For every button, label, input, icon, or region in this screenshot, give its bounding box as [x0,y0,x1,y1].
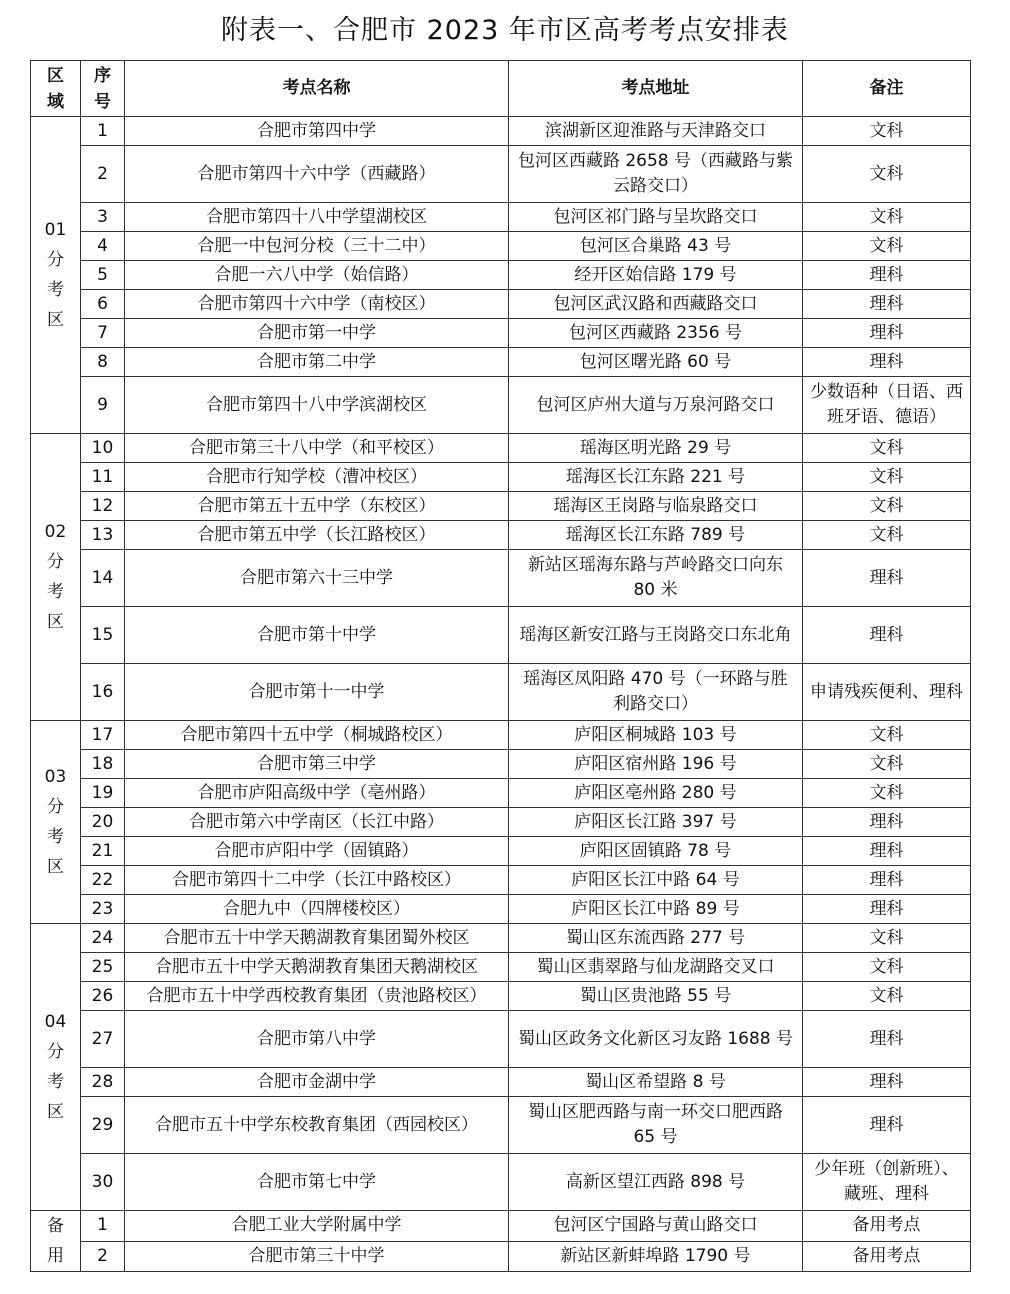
name-cell: 合肥市五十中学天鹅湖教育集团天鹅湖校区 [125,953,509,982]
name-cell: 合肥市庐阳高级中学（亳州路） [125,779,509,808]
address-cell: 庐阳区长江路 397 号 [509,808,803,837]
note-cell: 文科 [803,434,971,463]
note-cell: 理科 [803,290,971,319]
name-cell: 合肥市庐阳中学（固镇路） [125,837,509,866]
name-cell: 合肥市第一中学 [125,319,509,348]
address-cell: 滨湖新区迎淮路与天津路交口 [509,117,803,146]
table-row [31,146,971,203]
address-cell: 庐阳区长江中路 89 号 [509,895,803,924]
seq-cell: 11 [81,463,125,492]
address-cell: 高新区望江西路 898 号 [509,1154,803,1211]
address-cell: 蜀山区翡翠路与仙龙湖路交叉口 [509,953,803,982]
header-note: 备注 [803,61,971,117]
address-cell: 瑶海区长江东路 221 号 [509,463,803,492]
table-row [31,1011,971,1068]
address-cell: 瑶海区新安江路与王岗路交口东北角 [509,607,803,664]
name-cell: 合肥市第三十八中学（和平校区） [125,434,509,463]
note-cell: 文科 [803,146,971,203]
note-cell: 理科 [803,837,971,866]
address-cell: 包河区庐州大道与万泉河路交口 [509,377,803,434]
address-cell: 包河区西藏路 2658 号（西藏路与紫云路交口） [509,146,803,203]
name-cell: 合肥一中包河分校（三十二中） [125,232,509,261]
table-row [31,232,971,261]
seq-cell: 1 [81,117,125,146]
seq-cell: 21 [81,837,125,866]
seq-cell: 15 [81,607,125,664]
name-cell: 合肥市第四十二中学（长江中路校区） [125,866,509,895]
note-cell: 理科 [803,607,971,664]
address-cell: 包河区西藏路 2356 号 [509,319,803,348]
address-cell: 新站区新蚌埠路 1790 号 [509,1241,803,1272]
name-cell: 合肥工业大学附属中学 [125,1211,509,1242]
seq-cell: 14 [81,550,125,607]
table-row [31,1241,971,1272]
name-cell: 合肥市第六中学南区（长江中路） [125,808,509,837]
seq-cell: 17 [81,721,125,750]
note-cell: 理科 [803,808,971,837]
name-cell: 合肥市第十一中学 [125,664,509,721]
note-cell: 少数语种（日语、西班牙语、德语） [803,377,971,434]
name-cell: 合肥市第五十五中学（东校区） [125,492,509,521]
name-cell: 合肥市第三中学 [125,750,509,779]
address-cell: 新站区瑶海东路与芦岭路交口向东 80 米 [509,550,803,607]
seq-cell: 23 [81,895,125,924]
page-title: 附表一、合肥市 2023 年市区高考考点安排表 [221,15,789,46]
name-cell: 合肥市第二中学 [125,348,509,377]
note-cell: 文科 [803,721,971,750]
seq-cell: 9 [81,377,125,434]
address-cell: 庐阳区长江中路 64 号 [509,866,803,895]
name-cell: 合肥市第五中学（长江路校区） [125,521,509,550]
table-row [31,1211,971,1242]
name-cell: 合肥市第四十五中学（桐城路校区） [125,721,509,750]
seq-cell: 27 [81,1011,125,1068]
seq-cell: 22 [81,866,125,895]
header-address: 考点地址 [509,61,803,117]
note-cell: 少年班（创新班）、藏班、理科 [803,1154,971,1211]
table-row [31,721,971,750]
name-cell: 合肥市第四十六中学（西藏路） [125,146,509,203]
zone-cell: 03分考区 [31,721,81,924]
exam-site-table [30,60,971,1272]
seq-cell: 18 [81,750,125,779]
address-cell: 蜀山区贵池路 55 号 [509,982,803,1011]
table-row [31,866,971,895]
table-row [31,982,971,1011]
note-cell: 理科 [803,348,971,377]
note-cell: 理科 [803,550,971,607]
address-cell: 庐阳区宿州路 196 号 [509,750,803,779]
seq-cell: 26 [81,982,125,1011]
zone-cell: 02分考区 [31,434,81,721]
address-cell: 蜀山区政务文化新区习友路 1688 号 [509,1011,803,1068]
table-row [31,779,971,808]
seq-cell: 30 [81,1154,125,1211]
address-cell: 包河区合巢路 43 号 [509,232,803,261]
name-cell: 合肥九中（四牌楼校区） [125,895,509,924]
header-name: 考点名称 [125,61,509,117]
table-row [31,924,971,953]
table-row [31,434,971,463]
note-cell: 文科 [803,117,971,146]
address-cell: 蜀山区肥西路与南一环交口肥西路 65 号 [509,1097,803,1154]
seq-cell: 6 [81,290,125,319]
table-row [31,1097,971,1154]
table-row [31,664,971,721]
table-row [31,1154,971,1211]
table-row [31,550,971,607]
note-cell: 文科 [803,924,971,953]
name-cell: 合肥市第三十中学 [125,1241,509,1272]
address-cell: 包河区祁门路与呈坎路交口 [509,203,803,232]
seq-cell: 28 [81,1068,125,1097]
note-cell: 文科 [803,779,971,808]
table-row [31,750,971,779]
note-cell: 理科 [803,261,971,290]
seq-cell: 8 [81,348,125,377]
note-cell: 备用考点 [803,1211,971,1242]
table-row [31,117,971,146]
name-cell: 合肥市第十中学 [125,607,509,664]
seq-cell: 1 [81,1211,125,1242]
note-cell: 文科 [803,232,971,261]
zone-cell: 01分考区 [31,117,81,434]
name-cell: 合肥市第四十六中学（南校区） [125,290,509,319]
seq-cell: 2 [81,146,125,203]
note-cell: 文科 [803,463,971,492]
address-cell: 经开区始信路 179 号 [509,261,803,290]
note-cell: 理科 [803,1068,971,1097]
seq-cell: 20 [81,808,125,837]
note-cell: 文科 [803,982,971,1011]
note-cell: 理科 [803,866,971,895]
seq-cell: 29 [81,1097,125,1154]
address-cell: 庐阳区桐城路 103 号 [509,721,803,750]
address-cell: 包河区宁国路与黄山路交口 [509,1211,803,1242]
zone-cell: 备用 [31,1211,81,1272]
address-cell: 包河区武汉路和西藏路交口 [509,290,803,319]
note-cell: 理科 [803,319,971,348]
address-cell: 瑶海区长江东路 789 号 [509,521,803,550]
address-cell: 庐阳区亳州路 280 号 [509,779,803,808]
name-cell: 合肥市第四中学 [125,117,509,146]
table-row [31,492,971,521]
note-cell: 文科 [803,521,971,550]
table-row [31,953,971,982]
table-row [31,808,971,837]
address-cell: 蜀山区东流西路 277 号 [509,924,803,953]
name-cell: 合肥市第四十八中学望湖校区 [125,203,509,232]
table-row [31,348,971,377]
name-cell: 合肥一六八中学（始信路） [125,261,509,290]
note-cell: 文科 [803,750,971,779]
table-header-row [31,61,971,117]
seq-cell: 7 [81,319,125,348]
address-cell: 包河区曙光路 60 号 [509,348,803,377]
seq-cell: 25 [81,953,125,982]
name-cell: 合肥市行知学校（漕冲校区） [125,463,509,492]
name-cell: 合肥市第八中学 [125,1011,509,1068]
table-row [31,607,971,664]
seq-cell: 16 [81,664,125,721]
table-body [31,117,971,1272]
table-row [31,290,971,319]
name-cell: 合肥市金湖中学 [125,1068,509,1097]
name-cell: 合肥市五十中学天鹅湖教育集团蜀外校区 [125,924,509,953]
table-row [31,837,971,866]
seq-cell: 5 [81,261,125,290]
seq-cell: 2 [81,1241,125,1272]
table-row [31,521,971,550]
header-seq: 序号 [81,61,125,117]
table-row [31,1068,971,1097]
note-cell: 理科 [803,895,971,924]
name-cell: 合肥市第七中学 [125,1154,509,1211]
note-cell: 文科 [803,953,971,982]
note-cell: 备用考点 [803,1241,971,1272]
address-cell: 庐阳区固镇路 78 号 [509,837,803,866]
seq-cell: 13 [81,521,125,550]
address-cell: 瑶海区王岗路与临泉路交口 [509,492,803,521]
seq-cell: 10 [81,434,125,463]
note-cell: 理科 [803,1097,971,1154]
address-cell: 蜀山区希望路 8 号 [509,1068,803,1097]
address-cell: 瑶海区凤阳路 470 号（一环路与胜利路交口） [509,664,803,721]
table-row [31,377,971,434]
note-cell: 文科 [803,203,971,232]
seq-cell: 12 [81,492,125,521]
seq-cell: 19 [81,779,125,808]
name-cell: 合肥市第四十八中学滨湖校区 [125,377,509,434]
address-cell: 瑶海区明光路 29 号 [509,434,803,463]
seq-cell: 3 [81,203,125,232]
table-row [31,203,971,232]
zone-cell: 04分考区 [31,924,81,1211]
header-zone: 区域 [31,61,81,117]
note-cell: 申请残疾便利、理科 [803,664,971,721]
name-cell: 合肥市五十中学东校教育集团（西园校区） [125,1097,509,1154]
name-cell: 合肥市五十中学西校教育集团（贵池路校区） [125,982,509,1011]
note-cell: 理科 [803,1011,971,1068]
table-row [31,463,971,492]
note-cell: 文科 [803,492,971,521]
seq-cell: 4 [81,232,125,261]
table-row [31,261,971,290]
table-row [31,319,971,348]
seq-cell: 24 [81,924,125,953]
name-cell: 合肥市第六十三中学 [125,550,509,607]
table-row [31,895,971,924]
